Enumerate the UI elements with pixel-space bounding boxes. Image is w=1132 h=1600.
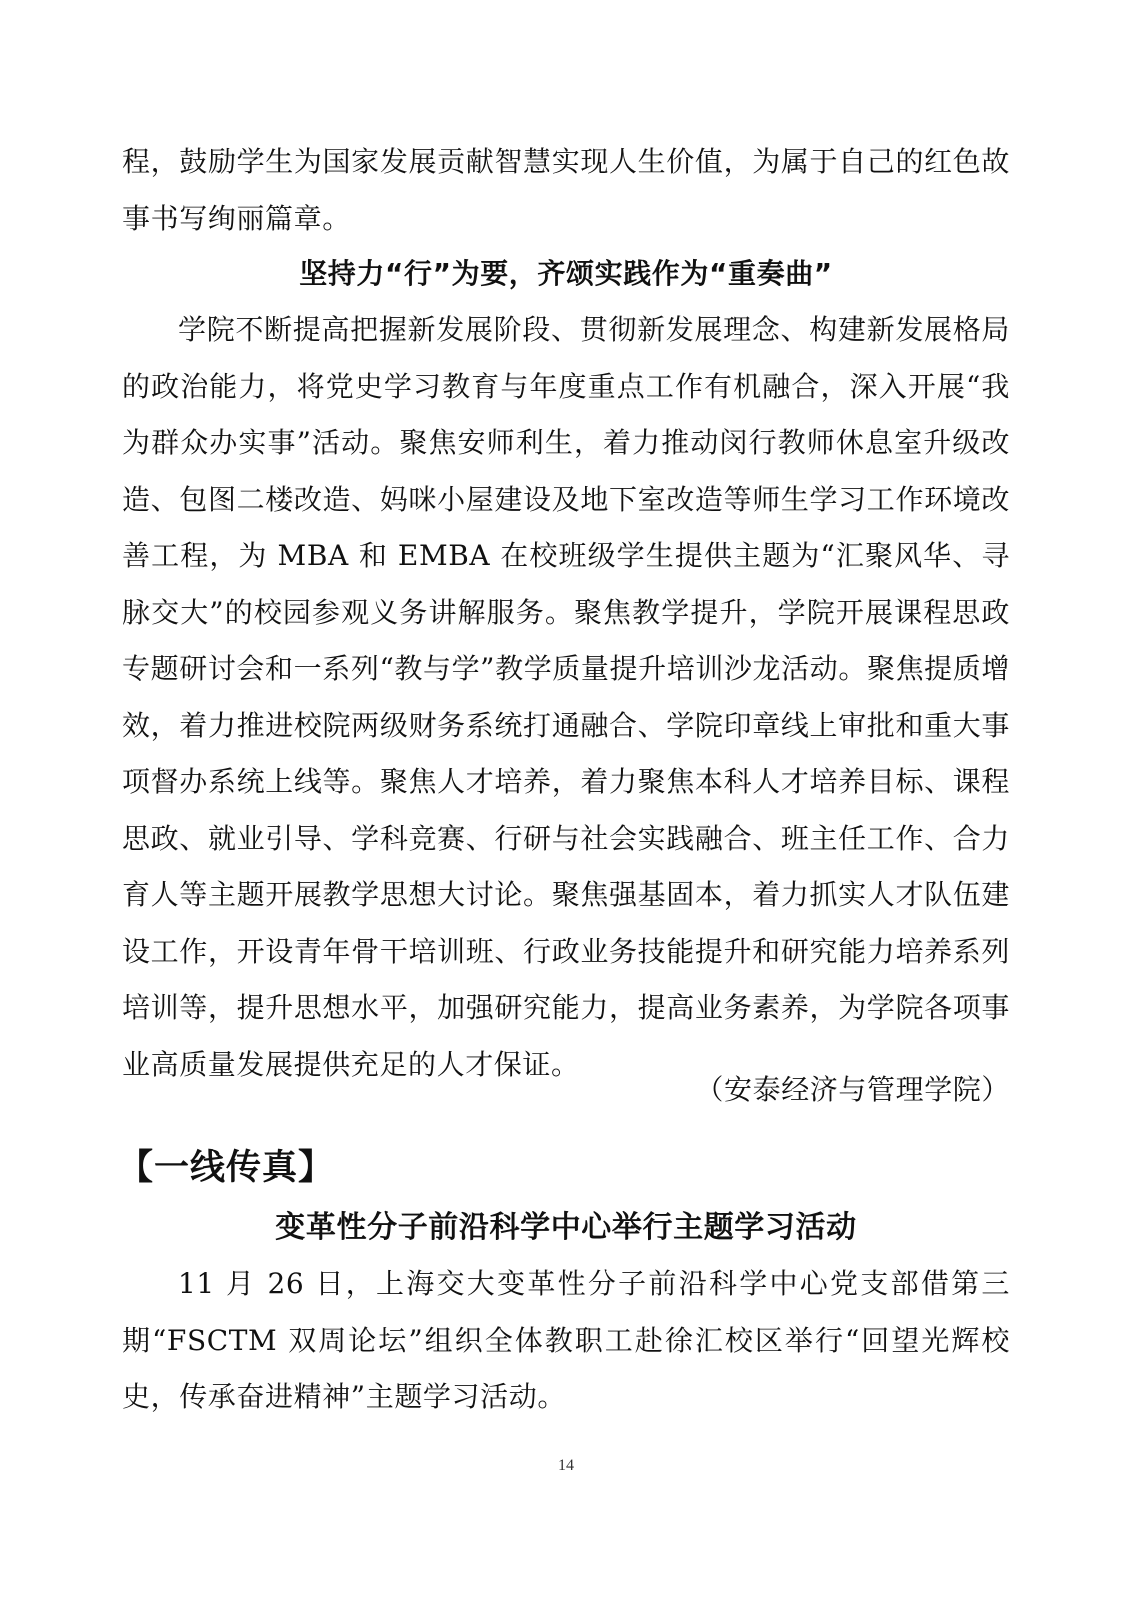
main-paragraph: 学院不断提高把握新发展阶段、贯彻新发展理念、构建新发展格局的政治能力，将党史学习教育与年度重点工作有机融合，深入开展“我为群众办实事”活动。聚焦安师利生，着力推动闵行教师休息室升级改造、包图二楼改造、妈咪小屋建设及地下室改造等师生学习工作环境改善工程，为 MBA 和 EMBA 在校班级学生提供主题为“汇聚风华、寻脉交大”的校园参观义务讲解服务。聚焦教学提升，学院开展课程思政专题研讨会和一系列“教与学”教学质量提升培训沙龙活动。聚焦提质增效，着力推进校院两级财务系统打通融合、学院印章线上审批和重大事项督办系统上线等。聚焦人才培养，着力聚焦本科人才培养目标、课程思政、就业引导、学科竞赛、行研与社会实践融合、班主任工作、合力育人等主题开展教学思想大讨论。聚焦强基固本，着力抓实人才队伍建设工作，开设青年骨干培训班、行政业务技能提升和研究能力培养系列培训等，提升思想水平，加强研究能力，提高业务素养，为学院各项事业高质量发展提供充足的人才保证。 [122,313,1010,1081]
section-heading: 坚持力“行”为要，齐颂实践作为“重奏曲” [299,257,833,290]
page-number: 14 [558,1457,574,1474]
column-title: 【一线传真】 [118,1148,335,1188]
continuation-paragraph: 程，鼓励学生为国家发展贡献智慧实现人生价值，为属于自己的红色故事书写绚丽篇章。 [122,145,1010,235]
article-title: 变革性分子前沿科学中心举行主题学习活动 [275,1210,857,1245]
attribution: （安泰经济与管理学院） [695,1073,1010,1106]
article-paragraph: 11 月 26 日，上海交大变革性分子前沿科学中心党支部借第三期“FSCTM 双周论坛”组织全体教职工赴徐汇校区举行“回望光辉校史，传承奋进精神”主题学习活动。 [122,1267,1010,1413]
